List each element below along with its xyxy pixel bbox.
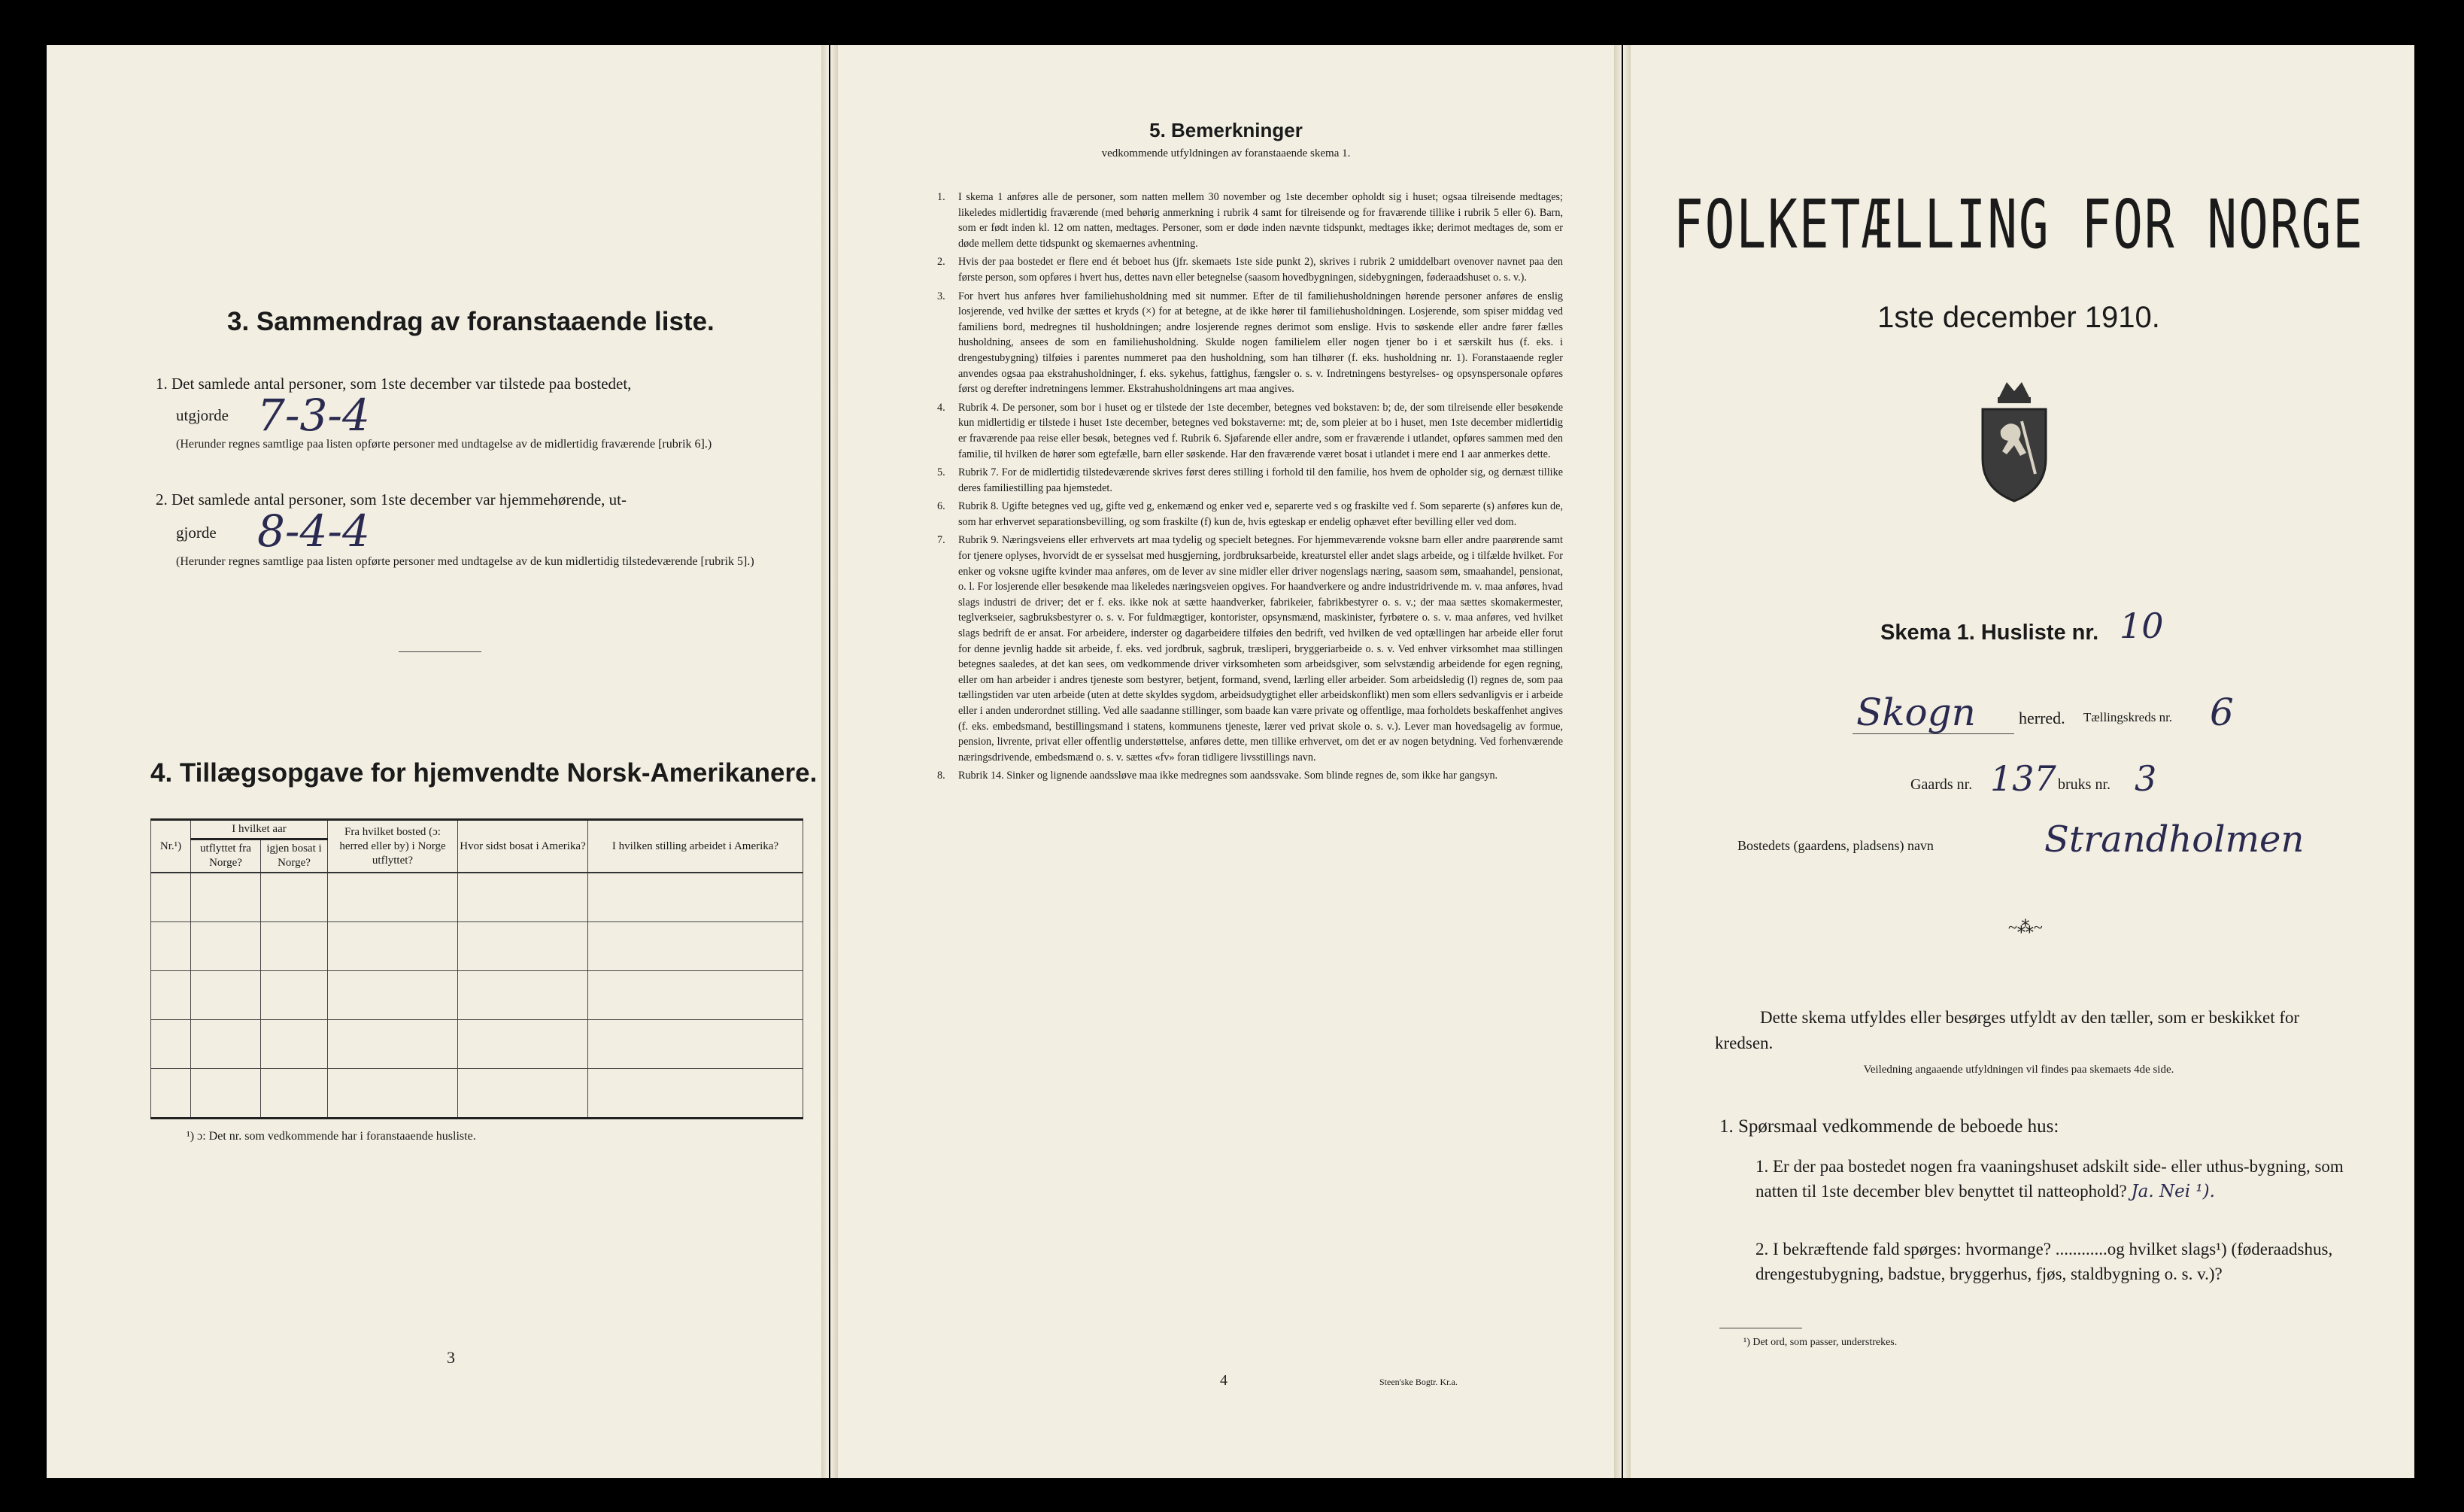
page-number: 4 (1220, 1372, 1227, 1389)
s3-item2-text: 2. Det samlede antal personer, som 1ste december var hjemmehørende, ut- (156, 490, 627, 509)
bemerkninger-subtitle: vedkommende utfyldningen av foranstaaende skema 1. (1101, 147, 1351, 159)
skema-label: Skema 1. Husliste nr. (1880, 621, 2099, 645)
col-nr: Nr.¹) (151, 820, 191, 873)
norsk-amerikanere-table (150, 818, 803, 1119)
page-right (1623, 45, 2414, 1478)
section3-title: 3. Sammendrag av foranstaaende liste. (227, 307, 715, 336)
intro-small: Veiledning angaaende utfyldningen vil findes paa skemaets 4de side. (1863, 1064, 2174, 1076)
table-row (151, 922, 803, 971)
list-item (937, 254, 1563, 285)
table-row (151, 971, 803, 1020)
fold-shadow (830, 45, 838, 1478)
list-item (937, 499, 1563, 530)
item-text: Rubrik 14. Sinker og lignende aandssløve maa ikke medregnes som aandssvake. Som blinde regnes de, som ikke har gangsyn. (958, 770, 1498, 782)
bemerkninger-title: 5. Bemerkninger (1149, 119, 1303, 141)
s3-item1-value: 7-3-4 (257, 390, 370, 441)
question-1-text: 1. Er der paa bostedet nogen fra vaaningshuset adskilt side- eller uthus-bygning, som natten til 1ste december blev benyttet til natteophold? (1755, 1157, 2344, 1201)
item-number: 2. (937, 256, 945, 269)
fold-shadow (821, 45, 829, 1478)
item-text: I skema 1 anføres alle de personer, som natten mellem 30 november og 1ste december opholdt sig i huset; ogsaa tilreisende medtages; likeledes midlertidig fraværende (med behørig anmerkning i rubrik 4 samt for tilreisende og for fraværende tillike i rubrik 5 eller 6). Barn, som er født inden kl. 12 om natten, medtages. Personer, som er døde inden nævnte tidspunkt, medtages ikke; derimot medtages de, som er døde mellem dette tidspunkt og skemaernes avhentning. (958, 191, 1563, 250)
list-item (937, 289, 1563, 397)
printer-name: Steen'ske Bogtr. Kr.a. (1379, 1377, 1458, 1387)
item-number: 7. (937, 534, 945, 547)
item-text: Hvis der paa bostedet er flere end ét beboet hus (jfr. skemaets 1ste side punkt 2), skrives i rubrik 2 umiddelbart ovenover navnet paa den første person, som opføres i hvert hus, dettes navn eller betegnelse (saasom hovedbygningen, sidebygningen, føderaadshuset o. s. v.). (958, 256, 1563, 284)
s3-item2-note: (Herunder regnes samtlige paa listen opførte personer med undtagelse av de kun midlertidig tilstedeværende [rubrik 5].) (176, 555, 754, 568)
col-sidst: Hvor sidst bosat i Amerika? (458, 820, 588, 873)
section4-title: 4. Tillægsopgave for hjemvendte Norsk-Amerikanere. (150, 758, 818, 788)
col-utflyttet: utflyttet fra Norge? (191, 839, 261, 873)
page-middle (830, 45, 1622, 1478)
item-number: 5. (937, 466, 945, 479)
husliste-nr: 10 (2120, 606, 2164, 646)
divider (399, 651, 481, 652)
item-text: Rubrik 9. Næringsveiens eller erhvervets art maa tydelig og specielt betegnes. For hjemmeværende voksne barn eller andre paarørende samt for tjenere oplyses, hvorvidt de er sysselsat med husgjerning, jordbruksarbeide, kreaturstel eller andet slags arbeide, og i tilfælde hvilket. For enker og voksne ugifte kvinder maa anføres, om de lever av sine midler eller driver nogenslags næring, saasom søm, smaahandel, pensionat, o. l. For losjerende eller besøkende maa likeledes næringsveien opgives. For haandverkere og andre industridrivende m. v. maa anføres, hvad slags industri de driver; det er f. eks. ikke nok at sætte haandverker, fabrikeier, fabrikbestyrer o. s. v.; der maa sættes skomakermester, teglverkseier, sagbruksbestyrer o. s. v. For fuldmægtiger, kontorister, opsynsmænd, maskinister, fyrbøtere o. s. v. maa anføres, ved hvilket slags bedrift de er ansat. For arbeidere, inderster og dagarbeidere tilføies den bedrift, ved hvilken de ved optællingen har arbeide eller forut for denne jevnlig hadde sit arbeide, f. eks. ved jordbruk, sagbruk, træsliperi, bryggeriarbeide o. s. v. Ved enhver virksomhet maa stillingen betegnes saaledes, at det kan sees, om vedkommende driver virksomheten som arbeidsgiver, som selvstændig arbeidende for egen regning, eller om han arbeider i andres tjeneste som bestyrer, betjent, formand, svend, lærling eller arbeider. Som arbeidsledig (l) regnes de, som paa tællingstiden var uten arbeide (uten at dette skyldes sygdom, arbeidsudygtighet eller arbeidskonflikt) men som ellers sedvanligvis er i arbeide eller i anden underordnet stilling. Ved alle saadanne stillinger, som baade kan være private og offentlige, maa forholdets beskaffenhet angives (f. eks. embedsmand, bestillingsmand i statens, kommunens tjeneste, lærer ved privat skole o. s. v.). Lever man hovedsagelig av formue, pension, livrente, privat eller offentlig understøttelse, anføres dette, men tillike erhvervet, om det er av nogen betydning. Ved forhenværende næringsdrivende, embedsmænd o. s. v. sættes «fv» foran tidligere livsstillings navn. (958, 534, 1563, 764)
list-item (937, 768, 1563, 784)
underline (1853, 733, 2014, 734)
page-number: 3 (447, 1348, 455, 1367)
bosted-name: Strandholmen (2044, 818, 2305, 861)
col-stilling: I hvilken stilling arbeidet i Amerika? (588, 820, 803, 873)
item-text: Rubrik 4. De personer, som bor i huset og er tilstede der 1ste december, betegnes ved bokstaven: b; de, der som tilreisende eller besøkende kun midlertidig er tilstede i huset 1ste december, betegnes ved bokstaverne: mt; de, som pleier at bo i huset, men 1ste december midlertidig er fraværende paa reise eller besøk, betegnes ved f. Rubrik 6. Sjøfarende eller andre, som er fraværende i utlandet, opføres sammen med den familie, til hvilken de hører som egtefælle, barn eller søskende. Har den fraværende været bosat i utlandet i mere end 1 aar anmerkes dette. (958, 401, 1563, 460)
list-item (937, 465, 1563, 496)
item-text: Rubrik 8. Ugifte betegnes ved ug, gifte ved g, enkemænd og enker ved e, separerte ved s og fraskilte ved f. Som separerte (s) anføres kun de, som har erhvervet separationsbevilling, og som fraskilte (f) kun de, hvis egteskap er endelig ophævet efter bevilling eller ved dom. (958, 500, 1563, 528)
bemerkninger-list (937, 190, 1563, 787)
list-item (937, 533, 1563, 765)
fold-shadow (1614, 45, 1622, 1478)
ornament-icon: ~⁂~ (2008, 918, 2043, 937)
item-number: 4. (937, 401, 945, 414)
s3-item2-value: 8-4-4 (257, 506, 370, 557)
bosted-label: Bostedets (gaardens, pladsens) navn (1737, 838, 1934, 853)
s3-item2-lead: gjorde (176, 524, 217, 542)
herred-name: Skogn (1856, 691, 1976, 734)
question-1 (1755, 1154, 2357, 1204)
kreds-label: Tællingskreds nr. (2083, 710, 2173, 724)
question-2: 2. I bekræftende fald spørges: hvormange? ............og hvilket slags¹) (føderaadshus, drengestubygning, badstue, bryggerhus, fjøs, staldbygning o. s. v.)? (1755, 1240, 2333, 1283)
item-number: 6. (937, 500, 945, 513)
bruks-nr: 3 (2135, 758, 2157, 799)
col-bosat: igjen bosat i Norge? (261, 839, 328, 873)
list-item (937, 190, 1563, 251)
intro-text: Dette skema utfyldes eller besørges utfyldt av den tæller, som er beskikket for kredsen. (1715, 1008, 2300, 1052)
item-text: For hvert hus anføres hver familiehusholdning med sit nummer. Efter de til familiehusholdningen hørende personer anføres de enslig losjerende, ved hvilke der sættes et kryds (×) for at betegne, at de ikke hører til familiehusholdningen. Losjerende, som spiser middag ved familiens bord, medregnes til husholdningen; andre losjerende regnes derimot som enslige. Hvis to søskende eller andre fører fælles husholdning, ansees de som en familiehusholdning. Skulde nogen familielem eller nogen tjener bo i et særskilt hus (f. eks. i drengestubygning) tilføies i parentes nummeret paa den husholdning, som han tilhører (f. eks. husholdning nr. 1). Foranstaaende regler anvendes ogsaa paa ekstrahusholdninger, f. eks. sykehus, fattighus, fængsler o. s. v. Indretningens bestyrelses- og opsynspersonale opføres først og derefter indretningens lemmer. Ekstrahusholdningens art maa angives. (958, 290, 1563, 396)
herred-label: herred. (2019, 709, 2065, 727)
col-group-aar: I hvilket aar (191, 820, 328, 839)
table-row (151, 1020, 803, 1069)
census-date: 1ste december 1910. (1877, 301, 2160, 334)
kreds-nr: 6 (2210, 691, 2234, 734)
footnote: ¹) Det ord, som passer, understrekes. (1743, 1337, 1898, 1348)
item-number: 3. (937, 290, 945, 302)
questions-title: 1. Spørsmaal vedkommende de beboede hus: (1719, 1116, 2059, 1137)
list-item (937, 400, 1563, 462)
gaards-label: Gaards nr. (1910, 776, 1973, 793)
s3-item1-text: 1. Det samlede antal personer, som 1ste december var tilstede paa bostedet, (156, 375, 632, 393)
table-row (151, 1069, 803, 1119)
gaards-nr: 137 (1990, 758, 2056, 799)
item-number: 8. (937, 770, 945, 782)
main-title: FOLKETÆLLING FOR NORGE (1673, 185, 2365, 264)
s3-item1-note: (Herunder regnes samtlige paa listen opførte personer med undtagelse av de midlertidig fraværende [rubrik 6].) (176, 438, 712, 451)
bruks-label: bruks nr. (2058, 776, 2110, 793)
question-1-answer: Ja. Nei ¹). (2131, 1182, 2215, 1201)
norwegian-coat-of-arms-icon (1969, 376, 2059, 504)
s3-item1-lead: utgjorde (176, 406, 229, 424)
footnote: ¹) ɔ: Det nr. som vedkommende har i foranstaaende husliste. (187, 1130, 476, 1143)
item-text: Rubrik 7. For de midlertidig tilstedeværende skrives først deres stilling i forhold til den familie, hos hvem de opholder sig, og dernæst tillike deres familiestilling paa hjemstedet. (958, 466, 1563, 494)
table-row (151, 873, 803, 922)
col-bosted: Fra hvilket bosted (ɔ: herred eller by) i Norge utflyttet? (328, 820, 458, 873)
item-number: 1. (937, 191, 945, 203)
page-left (47, 45, 829, 1478)
